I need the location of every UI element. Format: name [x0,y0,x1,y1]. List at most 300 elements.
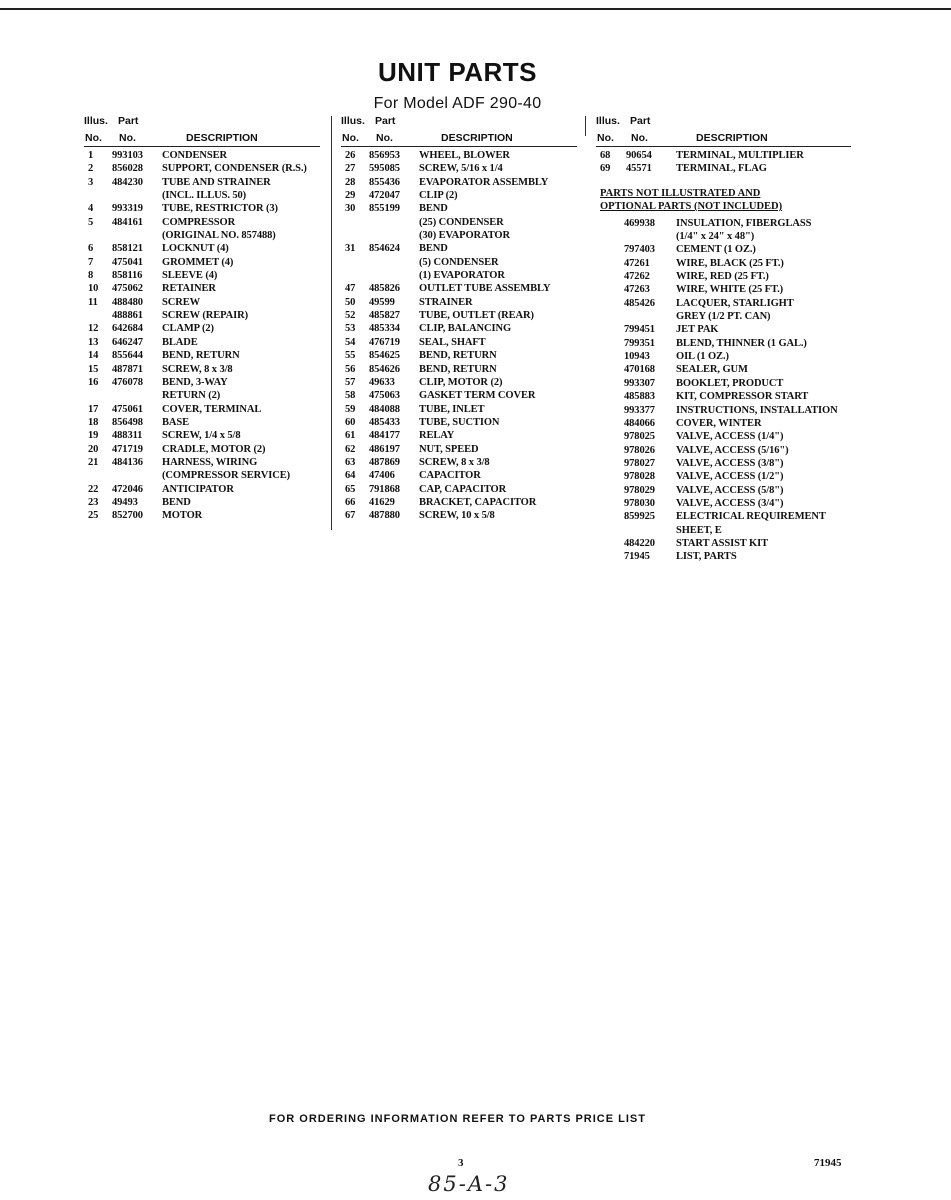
part-number: 595085 [369,163,400,175]
illus-number: 55 [345,350,356,362]
part-number: 485334 [369,323,400,335]
parts-row [84,190,320,203]
part-description: NUT, SPEED [419,443,479,455]
part-description: WIRE, RED (25 FT.) [676,271,769,283]
column-divider [585,116,586,136]
part-description: OIL (1 OZ.) [676,351,729,363]
parts-row [84,310,320,323]
part-number: 858121 [112,243,143,255]
parts-row [84,497,320,510]
part-description: CEMENT (1 OZ.) [676,244,756,256]
header-rule [596,146,851,147]
part-number: 41629 [369,496,395,508]
parts-row [596,551,851,564]
illus-label: Illus. [341,115,365,127]
part-number: 978028 [624,471,655,483]
parts-row [84,377,320,390]
page-title: UNIT PARTS [377,57,538,87]
part-description: CLIP (2) [419,190,458,202]
parts-row [84,404,320,417]
part-description: BLADE [162,336,198,348]
part-description: (ORIGINAL NO. 857488) [162,230,276,242]
column-header [341,112,577,146]
part-description: VALVE, ACCESS (1/2") [676,471,784,483]
part-number: 854626 [369,363,400,375]
part-description: LOCKNUT (4) [162,243,229,255]
part-description: START ASSIST KIT [676,537,769,549]
part-description: GROMMET (4) [162,256,234,268]
parts-row [596,163,851,176]
header-rule [84,146,320,147]
part-number: 49599 [369,296,395,308]
parts-row [341,364,577,377]
part-number: 488480 [112,296,143,308]
parts-row [341,243,577,256]
part-number: 488311 [112,430,143,442]
part-description: SEALER, GUM [676,364,748,376]
part-description: CAPACITOR [419,470,481,482]
parts-row [341,283,577,296]
part-description: EVAPORATOR ASSEMBLY [419,176,549,188]
part-description: SCREW, 5/16 x 1/4 [419,163,503,175]
part-description: SCREW, 8 x 3/8 [162,363,233,375]
parts-row [341,270,577,283]
parts-row [341,430,577,443]
parts-column-3 [596,112,851,565]
part-description: INSTRUCTIONS, INSTALLATION [676,404,838,416]
parts-row [596,244,851,257]
parts-row [84,177,320,190]
parts-row [596,511,851,524]
illus-number: 52 [345,310,356,322]
illus-number: 26 [345,150,356,161]
part-number: 642684 [112,323,143,335]
part-description: CLIP, MOTOR (2) [419,376,503,388]
illus-number: 60 [345,416,356,428]
illus-number: 57 [345,376,356,388]
part-number: 485426 [624,297,655,309]
part-description: (1/4" x 24" x 48") [676,231,755,243]
no-label: No. [376,132,393,144]
part-description: CRADLE, MOTOR (2) [162,443,266,455]
part-description: OUTLET TUBE ASSEMBLY [419,283,551,295]
part-number: 486197 [369,443,400,455]
part-description: SEAL, SHAFT [419,336,486,348]
parts-row [341,190,577,203]
part-label: Part [375,115,396,127]
parts-row [84,337,320,350]
parts-row [84,417,320,430]
parts-row [84,510,320,523]
part-description: TERMINAL, FLAG [676,163,767,175]
part-description: MOTOR [162,510,203,522]
part-description: BEND, 3-WAY [162,376,228,388]
part-number: 978025 [624,431,655,443]
part-number: 472046 [112,483,143,495]
part-number: 856953 [369,150,400,161]
header-rule [341,146,577,147]
part-number: 854625 [369,350,400,362]
part-description: TUBE, RESTRICTOR (3) [162,203,278,215]
part-number: 855644 [112,350,143,362]
part-description: RETURN (2) [162,390,221,402]
parts-row [596,271,851,284]
part-description: LACQUER, STARLIGHT [676,297,794,309]
part-description: (30) EVAPORATOR [419,230,510,242]
part-number: 487880 [369,510,400,522]
parts-row [341,163,577,176]
part-number: 71945 [624,551,650,563]
part-number: 475062 [112,283,143,295]
part-number: 978026 [624,444,655,456]
parts-row [84,470,320,483]
parts-row [84,230,320,243]
illus-number: 21 [88,456,99,468]
parts-row [84,390,320,403]
part-description: BEND [162,496,191,508]
part-description: WIRE, WHITE (25 FT.) [676,284,783,296]
no-label: No. [119,132,136,144]
part-number: 472047 [369,190,400,202]
no-label: No. [597,132,614,144]
column-header [84,112,320,146]
no-label: No. [85,132,102,144]
part-description: BLEND, THINNER (1 GAL.) [676,337,807,349]
parts-row [84,444,320,457]
page-number: 3 [458,1157,464,1169]
illus-number: 6 [88,243,94,255]
part-number: 484177 [369,430,400,442]
illus-number: 56 [345,363,356,375]
part-description: VALVE, ACCESS (1/4") [676,431,784,443]
illus-number: 59 [345,403,356,415]
part-number: 993307 [624,377,655,389]
not-illustrated-heading [600,187,851,214]
part-description: LIST, PARTS [676,551,737,563]
parts-row [596,391,851,404]
parts-row [341,390,577,403]
part-number: 993377 [624,404,655,416]
part-description: COVER, TERMINAL [162,403,262,415]
part-description: TUBE, INLET [419,403,485,415]
part-number: 854624 [369,243,400,255]
parts-row [84,430,320,443]
illus-number: 5 [88,216,94,228]
part-description: SCREW, 1/4 x 5/8 [162,430,241,442]
parts-row [596,538,851,551]
part-description: VALVE, ACCESS (3/4") [676,497,784,509]
illus-number: 53 [345,323,356,335]
illus-number: 54 [345,336,356,348]
part-description: COVER, WINTER [676,417,762,429]
parts-row [341,297,577,310]
part-number: 485827 [369,310,400,322]
part-description: CAP, CAPACITOR [419,483,507,495]
parts-row [596,458,851,471]
part-description: BEND [419,243,448,255]
top-rule [0,8,951,10]
part-description: CONDENSER [162,150,228,161]
part-description: (25) CONDENSER [419,216,504,228]
parts-row [596,324,851,337]
parts-row [341,257,577,270]
parts-row [341,177,577,190]
not-illustrated-title-line: OPTIONAL PARTS (NOT INCLUDED) [600,201,783,213]
part-number: 484230 [112,176,143,188]
illus-number: 61 [345,430,356,442]
illus-label: Illus. [84,115,108,127]
part-number: 90654 [626,150,652,161]
illus-number: 30 [345,203,356,215]
part-number: 476078 [112,376,143,388]
ordering-note: FOR ORDERING INFORMATION REFER TO PARTS PRICE LIST [269,1113,646,1125]
parts-row [341,150,577,163]
part-number: 852700 [112,510,143,522]
part-number: 475063 [369,390,400,402]
part-description: BRACKET, CAPACITOR [419,496,537,508]
part-number: 469938 [624,217,655,229]
illus-number: 66 [345,496,356,508]
parts-row [341,444,577,457]
part-description: BEND, RETURN [419,350,497,362]
part-description: BASE [162,416,190,428]
part-description: BEND, RETURN [419,363,497,375]
parts-row [341,510,577,523]
part-description: SUPPORT, CONDENSER (R.S.) [162,163,307,175]
parts-row [84,217,320,230]
parts-row [596,525,851,538]
parts-row [596,351,851,364]
parts-row [596,150,851,163]
part-description: VALVE, ACCESS (5/16") [676,444,789,456]
part-description: INSULATION, FIBERGLASS [676,217,812,229]
parts-row [596,218,851,231]
parts-row [596,431,851,444]
part-number: 856498 [112,416,143,428]
parts-row [596,445,851,458]
part-number: 470168 [624,364,655,376]
parts-row [341,350,577,363]
part-label: Part [118,115,139,127]
parts-row [84,283,320,296]
part-description: TUBE, OUTLET (REAR) [419,310,534,322]
parts-row [341,404,577,417]
parts-row [596,258,851,271]
part-description: COMPRESSOR [162,216,236,228]
illus-number: 18 [88,416,99,428]
parts-row [341,230,577,243]
parts-row [596,231,851,244]
parts-row [596,364,851,377]
parts-row [341,417,577,430]
part-description: HARNESS, WIRING [162,456,258,468]
illus-number: 20 [88,443,99,455]
part-number: 487871 [112,363,143,375]
parts-row [84,297,320,310]
parts-row [596,284,851,297]
description-label: DESCRIPTION [441,132,513,144]
part-description: ANTICIPATOR [162,483,234,495]
parts-row [84,270,320,283]
model-subtitle: For Model ADF 290-40 [373,95,542,112]
illus-number: 22 [88,483,99,495]
parts-row [84,243,320,256]
part-description: RELAY [419,430,455,442]
illus-number: 7 [88,256,94,268]
part-number: 487869 [369,456,400,468]
document-number: 71945 [814,1157,842,1169]
parts-row [596,405,851,418]
part-description: WIRE, BLACK (25 FT.) [676,257,784,269]
illus-number: 47 [345,283,356,295]
part-number: 859925 [624,511,655,523]
description-label: DESCRIPTION [696,132,768,144]
parts-row [341,323,577,336]
part-number: 488861 [112,310,143,322]
no-label: No. [631,132,648,144]
part-description: SHEET, E [676,524,722,536]
part-description: (INCL. ILLUS. 50) [162,190,247,202]
part-number: 471719 [112,443,143,455]
column-header [596,112,851,146]
part-number: 476719 [369,336,400,348]
illus-number: 13 [88,336,99,348]
part-description: BEND [419,203,448,215]
part-number: 47406 [369,470,395,482]
parts-row [341,470,577,483]
part-number: 791868 [369,483,400,495]
no-label: No. [342,132,359,144]
part-description: CLAMP (2) [162,323,214,335]
illus-number: 68 [600,150,611,161]
not-illustrated-title-line: PARTS NOT ILLUSTRATED AND [600,187,761,199]
illus-label: Illus. [596,115,620,127]
illus-number: 2 [88,163,94,175]
illus-number: 31 [345,243,356,255]
part-number: 797403 [624,244,655,256]
parts-row [341,484,577,497]
part-number: 978027 [624,457,655,469]
illus-number: 64 [345,470,356,482]
part-description: SCREW, 8 x 3/8 [419,456,490,468]
part-description: (COMPRESSOR SERVICE) [162,470,291,482]
parts-row [84,323,320,336]
illus-number: 1 [88,150,94,161]
illus-number: 10 [88,283,99,295]
column-divider [331,116,332,530]
illus-number: 27 [345,163,356,175]
parts-row [596,338,851,351]
part-number: 858116 [112,270,143,282]
part-number: 475061 [112,403,143,415]
illus-number: 4 [88,203,94,215]
part-number: 485826 [369,283,400,295]
part-number: 978029 [624,484,655,496]
illus-number: 25 [88,510,99,522]
parts-row [84,257,320,270]
parts-row [341,457,577,470]
part-number: 47261 [624,257,650,269]
part-number: 45571 [626,163,652,175]
part-description: GREY (1/2 PT. CAN) [676,311,771,323]
part-number: 484066 [624,417,655,429]
part-number: 978030 [624,497,655,509]
illus-number: 63 [345,456,356,468]
parts-row [84,484,320,497]
illus-number: 50 [345,296,356,308]
part-description: RETAINER [162,283,216,295]
illus-number: 29 [345,190,356,202]
part-number: 646247 [112,336,143,348]
part-number: 475041 [112,256,143,268]
parts-row [341,310,577,323]
part-description: STRAINER [419,296,473,308]
part-description: BOOKLET, PRODUCT [676,377,784,389]
parts-row [596,471,851,484]
parts-column-2 [341,112,577,524]
part-number: 799451 [624,324,655,336]
part-number: 47263 [624,284,650,296]
parts-row [84,150,320,163]
parts-row [341,377,577,390]
parts-column-1 [84,112,320,524]
illus-number: 14 [88,350,99,362]
part-description: KIT, COMPRESSOR START [676,391,809,403]
parts-row [84,457,320,470]
illus-number: 62 [345,443,356,455]
part-number: 485883 [624,391,655,403]
illus-number: 69 [600,163,611,175]
parts-row [596,311,851,324]
part-number: 10943 [624,351,650,363]
part-number: 484220 [624,537,655,549]
illus-number: 23 [88,496,99,508]
part-number: 49633 [369,376,395,388]
part-number: 484088 [369,403,400,415]
parts-row [596,378,851,391]
illus-number: 19 [88,430,99,442]
illus-number: 67 [345,510,356,522]
part-number: 484161 [112,216,143,228]
parts-row [84,364,320,377]
illus-number: 65 [345,483,356,495]
part-description: SCREW (REPAIR) [162,310,249,322]
part-description: SCREW [162,296,201,308]
description-label: DESCRIPTION [186,132,258,144]
illus-number: 58 [345,390,356,402]
parts-row [84,163,320,176]
part-description: (1) EVAPORATOR [419,270,505,282]
parts-row [341,497,577,510]
parts-row [596,418,851,431]
part-number: 856028 [112,163,143,175]
part-description: BEND, RETURN [162,350,240,362]
part-description: WHEEL, BLOWER [419,150,510,161]
part-description: TUBE, SUCTION [419,416,500,428]
handwritten-annotation: 85-A-3 [428,1172,510,1196]
part-number: 49493 [112,496,138,508]
part-description: CLIP, BALANCING [419,323,512,335]
part-description: SCREW, 10 x 5/8 [419,510,495,522]
illus-number: 16 [88,376,99,388]
parts-row [84,350,320,363]
illus-number: 12 [88,323,99,335]
illus-number: 17 [88,403,99,415]
part-description: JET PAK [676,324,719,336]
part-label: Part [630,115,651,127]
illus-number: 11 [88,296,98,308]
part-number: 484136 [112,456,143,468]
